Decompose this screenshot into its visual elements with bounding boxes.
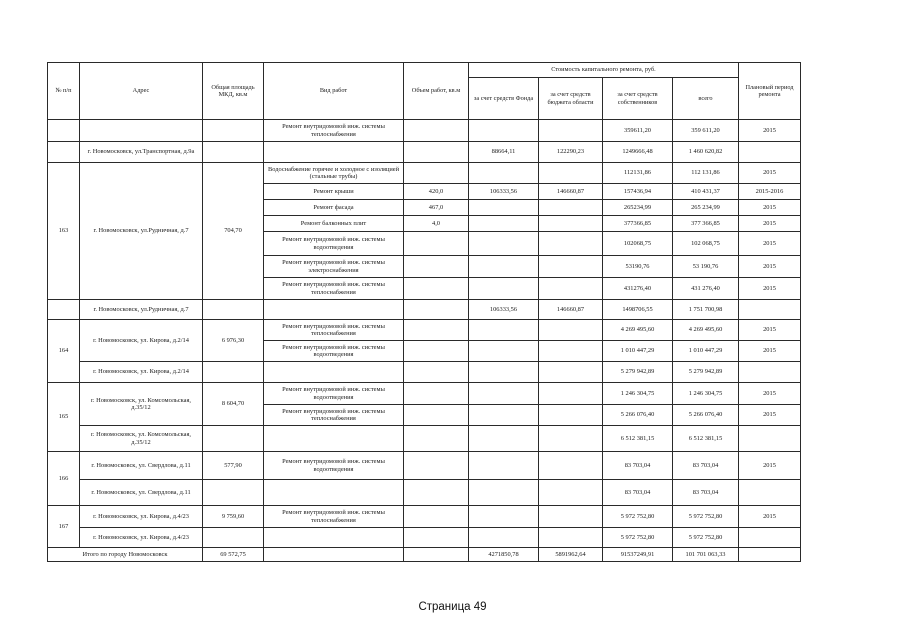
cell-work: Ремонт внутридомовой инж. системы водоотведения: [264, 452, 404, 480]
cell-area: 8 604,70: [203, 383, 264, 426]
header-volume: Объем работ, кв.м: [404, 63, 469, 120]
cell-address: г. Новомосковск, ул.Рудничная, д.7: [80, 163, 203, 300]
cell-region: [539, 256, 603, 278]
cell-work: Ремонт внутридомовой инж. системы электроснабжения: [264, 256, 404, 278]
cell-num: 166: [48, 452, 80, 506]
grand-total-fund: 4271850,78: [469, 548, 539, 562]
cell-owners: 83 703,04: [603, 452, 673, 480]
cell-region: [539, 383, 603, 405]
cell-region: 122290,23: [539, 142, 603, 163]
cell-region: [539, 405, 603, 426]
cell-area: 704,70: [203, 163, 264, 300]
subtotal-row: [48, 300, 801, 320]
cell-volume: 4,0: [404, 216, 469, 232]
cell-work: Ремонт внутридомовой инж. системы теплоснабжения: [264, 320, 404, 341]
cell-volume: [404, 120, 469, 142]
cell-total: 6 512 381,15: [673, 426, 739, 452]
cell-work: [264, 362, 404, 383]
cell-volume: [404, 452, 469, 480]
cell-fund: 88664,11: [469, 142, 539, 163]
cell-fund: [469, 341, 539, 362]
cell-region: [539, 528, 603, 548]
cell-period: 2015: [739, 383, 801, 405]
cell-volume: [404, 548, 469, 562]
cell-work: Ремонт внутридомовой инж. системы водоотведения: [264, 341, 404, 362]
cell-owners: 102068,75: [603, 232, 673, 256]
cell-num: [48, 120, 80, 142]
cell-volume: [404, 426, 469, 452]
cell-total: 377 366,85: [673, 216, 739, 232]
cell-area: [203, 300, 264, 320]
cell-fund: 106333,56: [469, 184, 539, 200]
subtotal-row: [48, 528, 801, 548]
cell-region: [539, 506, 603, 528]
header-address: Адрес: [80, 63, 203, 120]
table-row: [48, 163, 801, 184]
cell-area: [203, 480, 264, 506]
header-num: № п/п: [48, 63, 80, 120]
subtotal-row: [48, 426, 801, 452]
cell-volume: [404, 278, 469, 300]
cell-period: [739, 480, 801, 506]
header-total: всего: [673, 78, 739, 120]
cell-period: 2015: [739, 506, 801, 528]
cell-fund: [469, 506, 539, 528]
cell-volume: [404, 232, 469, 256]
header-fund: за счет средств Фонда: [469, 78, 539, 120]
cell-region: [539, 341, 603, 362]
cell-address: г. Новомосковск, ул. Кирова, д.4/23: [80, 528, 203, 548]
cell-fund: [469, 528, 539, 548]
capital-repair-table: [47, 62, 801, 562]
cell-period: [739, 426, 801, 452]
cell-total: 53 190,76: [673, 256, 739, 278]
cell-volume: [404, 320, 469, 341]
cell-period: 2015: [739, 452, 801, 480]
cell-fund: [469, 200, 539, 216]
cell-region: [539, 480, 603, 506]
grand-total-area: 69 572,75: [203, 548, 264, 562]
cell-address: г. Новомосковск, ул. Кирова, д.4/23: [80, 506, 203, 528]
cell-volume: 420,0: [404, 184, 469, 200]
cell-work: Ремонт внутридомовой инж. системы водоотведения: [264, 383, 404, 405]
cell-owners: 83 703,04: [603, 480, 673, 506]
cell-total: 5 279 942,89: [673, 362, 739, 383]
cell-num: 164: [48, 320, 80, 383]
cell-work: Ремонт внутридомовой инж. системы теплоснабжения: [264, 506, 404, 528]
cell-area: 6 976,30: [203, 320, 264, 362]
cell-area: 9 759,60: [203, 506, 264, 528]
grand-total-row: [48, 548, 801, 562]
cell-period: 2015: [739, 278, 801, 300]
cell-fund: [469, 163, 539, 184]
grand-total-label: Итого по городу Новомосковск: [48, 548, 203, 562]
cell-volume: [404, 480, 469, 506]
cell-total: 102 068,75: [673, 232, 739, 256]
cell-address: г. Новомосковск, ул.Рудничная, д.7: [80, 300, 203, 320]
cell-work: [264, 142, 404, 163]
cell-area: [203, 528, 264, 548]
cell-owners: 1249666,48: [603, 142, 673, 163]
cell-region: [539, 362, 603, 383]
cell-work: [264, 548, 404, 562]
cell-total: 5 972 752,80: [673, 528, 739, 548]
cell-region: [539, 120, 603, 142]
cell-fund: [469, 452, 539, 480]
cell-fund: 106333,56: [469, 300, 539, 320]
cell-owners: 5 279 942,89: [603, 362, 673, 383]
cell-total: 5 266 076,40: [673, 405, 739, 426]
header-row-1: [48, 63, 801, 78]
cell-work: [264, 426, 404, 452]
cell-owners: 377366,85: [603, 216, 673, 232]
cell-period: 2015: [739, 232, 801, 256]
cell-volume: [404, 163, 469, 184]
cell-fund: [469, 405, 539, 426]
cell-work: Ремонт балконных плит: [264, 216, 404, 232]
cell-owners: 112131,86: [603, 163, 673, 184]
cell-total: 1 246 304,75: [673, 383, 739, 405]
cell-area: [203, 142, 264, 163]
cell-region: [539, 320, 603, 341]
cell-volume: 467,0: [404, 200, 469, 216]
cell-address: г. Новомосковск, ул.Транспортная, д.9а: [80, 142, 203, 163]
header-period: Плановый период ремонта: [739, 63, 801, 120]
cell-work: [264, 528, 404, 548]
cell-fund: [469, 320, 539, 341]
cell-total: 83 703,04: [673, 452, 739, 480]
cell-total: 359 611,20: [673, 120, 739, 142]
cell-period: 2015: [739, 405, 801, 426]
cell-total: 1 751 700,98: [673, 300, 739, 320]
cell-period: 2015: [739, 256, 801, 278]
table-row: [48, 452, 801, 480]
cell-region: [539, 278, 603, 300]
cell-num: 165: [48, 383, 80, 452]
cell-fund: [469, 426, 539, 452]
cell-owners: 4 269 495,60: [603, 320, 673, 341]
cell-work: [264, 480, 404, 506]
cell-region: [539, 200, 603, 216]
cell-period: 2015: [739, 216, 801, 232]
cell-owners: 5 972 752,80: [603, 506, 673, 528]
cell-owners: 5 972 752,80: [603, 528, 673, 548]
cell-period: 2015: [739, 200, 801, 216]
cell-region: [539, 216, 603, 232]
cell-fund: [469, 480, 539, 506]
cell-period: [739, 362, 801, 383]
cell-fund: [469, 232, 539, 256]
cell-num: 163: [48, 163, 80, 300]
cell-volume: [404, 528, 469, 548]
header-owners: за счет средств собственников: [603, 78, 673, 120]
cell-address: [80, 120, 203, 142]
cell-area: 577,90: [203, 452, 264, 480]
cell-area: [203, 120, 264, 142]
cell-area: [203, 426, 264, 452]
table-row: [48, 383, 801, 405]
cell-region: [539, 452, 603, 480]
grand-total-owners: 91537249,91: [603, 548, 673, 562]
cell-volume: [404, 142, 469, 163]
cell-owners: 1 246 304,75: [603, 383, 673, 405]
cell-region: [539, 232, 603, 256]
cell-fund: [469, 216, 539, 232]
header-cost-group: Стоимость капитального ремонта, руб.: [469, 63, 739, 78]
cell-total: 4 269 495,60: [673, 320, 739, 341]
cell-fund: [469, 120, 539, 142]
cell-period: 2015: [739, 120, 801, 142]
cell-owners: 53190,76: [603, 256, 673, 278]
subtotal-row: [48, 142, 801, 163]
cell-fund: [469, 362, 539, 383]
cell-num: 167: [48, 506, 80, 548]
header-region-budget: за счет средств бюджета области: [539, 78, 603, 120]
cell-address: г. Новомосковск, ул. Комсомольская, д.35/12: [80, 383, 203, 426]
cell-volume: [404, 341, 469, 362]
cell-owners: 6 512 381,15: [603, 426, 673, 452]
cell-owners: 431276,40: [603, 278, 673, 300]
cell-period: [739, 142, 801, 163]
cell-fund: [469, 256, 539, 278]
cell-work: Ремонт внутридомовой инж. системы теплоснабжения: [264, 120, 404, 142]
cell-work: Ремонт фасада: [264, 200, 404, 216]
cell-volume: [404, 362, 469, 383]
cell-total: 265 234,99: [673, 200, 739, 216]
header-work-type: Вид работ: [264, 63, 404, 120]
cell-period: [739, 548, 801, 562]
cell-num: [48, 142, 80, 163]
grand-total-total: 101 701 063,33: [673, 548, 739, 562]
cell-address: г. Новомосковск, ул. Кирова, д.2/14: [80, 362, 203, 383]
cell-region: 146660,87: [539, 184, 603, 200]
page-number: Страница 49: [418, 601, 487, 613]
cell-total: 410 431,37: [673, 184, 739, 200]
cell-num: [48, 300, 80, 320]
cell-volume: [404, 506, 469, 528]
cell-total: 1 010 447,29: [673, 341, 739, 362]
grand-total-region: 5891962,64: [539, 548, 603, 562]
cell-period: 2015: [739, 163, 801, 184]
header-area: Общая площадь МКД, кв.м: [203, 63, 264, 120]
cell-work: [264, 300, 404, 320]
cell-fund: [469, 383, 539, 405]
cell-period: [739, 528, 801, 548]
table-row: [48, 506, 801, 528]
cell-fund: [469, 278, 539, 300]
cell-period: 2015-2016: [739, 184, 801, 200]
cell-address: г. Новомосковск, ул. Кирова, д.2/14: [80, 320, 203, 362]
cell-period: [739, 300, 801, 320]
cell-total: 431 276,40: [673, 278, 739, 300]
cell-work: Ремонт внутридомовой инж. системы водоотведения: [264, 232, 404, 256]
cell-total: 1 460 620,82: [673, 142, 739, 163]
cell-owners: 5 266 076,40: [603, 405, 673, 426]
cell-region: 146660,87: [539, 300, 603, 320]
cell-owners: 265234,99: [603, 200, 673, 216]
cell-address: г. Новомосковск, ул. Свердлова, д.11: [80, 480, 203, 506]
cell-total: 83 703,04: [673, 480, 739, 506]
cell-work: Водоснабжение горячее и холодное с изоляцией (стальные трубы): [264, 163, 404, 184]
cell-volume: [404, 256, 469, 278]
cell-period: 2015: [739, 341, 801, 362]
cell-work: Ремонт внутридомовой инж. системы теплоснабжения: [264, 278, 404, 300]
cell-total: 5 972 752,80: [673, 506, 739, 528]
cell-volume: [404, 383, 469, 405]
cell-work: Ремонт крыши: [264, 184, 404, 200]
table-row: [48, 120, 801, 142]
cell-address: г. Новомосковск, ул. Свердлова, д.11: [80, 452, 203, 480]
cell-owners: 359611,20: [603, 120, 673, 142]
cell-total: 112 131,86: [673, 163, 739, 184]
cell-owners: 157436,94: [603, 184, 673, 200]
cell-work: Ремонт внутридомовой инж. системы теплоснабжения: [264, 405, 404, 426]
subtotal-row: [48, 480, 801, 506]
table-row: [48, 320, 801, 341]
subtotal-row: [48, 362, 801, 383]
cell-volume: [404, 300, 469, 320]
cell-region: [539, 163, 603, 184]
cell-period: 2015: [739, 320, 801, 341]
cell-volume: [404, 405, 469, 426]
cell-area: [203, 362, 264, 383]
cell-owners: 1498706,55: [603, 300, 673, 320]
cell-region: [539, 426, 603, 452]
cell-address: г. Новомосковск, ул. Комсомольская, д.35/12: [80, 426, 203, 452]
cell-owners: 1 010 447,29: [603, 341, 673, 362]
